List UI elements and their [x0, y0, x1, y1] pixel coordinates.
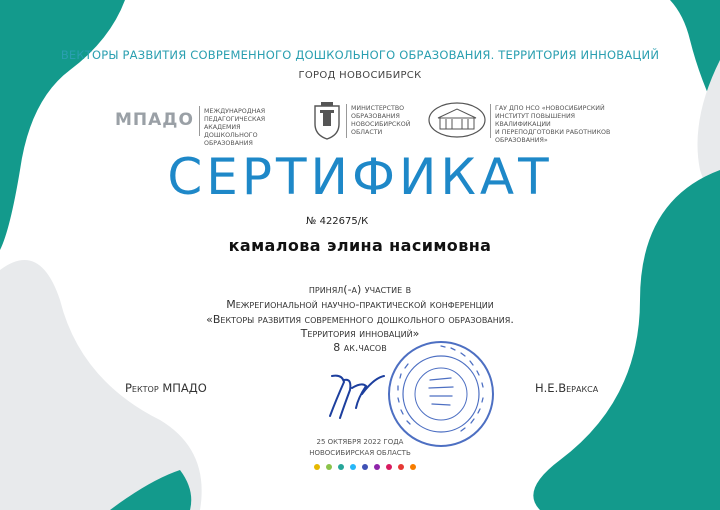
ministry-text-line: ОБЛАСТИ	[351, 129, 383, 136]
conference-title-line-2: Территория инноваций»	[300, 327, 420, 340]
color-dot	[362, 464, 368, 470]
color-dot	[374, 464, 380, 470]
institute-text-line: И ПЕРЕПОДГОТОВКИ РАБОТНИКОВ	[495, 129, 611, 136]
certificate-number: № 422675/К	[306, 216, 369, 227]
color-dot	[326, 464, 332, 470]
official-stamp	[385, 338, 497, 450]
institute-text-line: ИНСТИТУТ ПОВЫШЕНИЯ КВАЛИФИКАЦИИ	[495, 113, 576, 128]
mpado-logo	[115, 106, 300, 147]
handwritten-signature	[322, 368, 392, 428]
ministry-text-line: МИНИСТЕРСТВО	[351, 105, 405, 112]
institute-logo	[428, 102, 618, 142]
color-dot	[314, 464, 320, 470]
event-title: ВЕКТОРЫ РАЗВИТИЯ СОВРЕМЕННОГО ДОШКОЛЬНОГО ОБРАЗОВАНИЯ. ТЕРРИТОРИЯ ИННОВАЦИЙ	[60, 48, 660, 62]
ministry-logo	[312, 102, 422, 142]
color-dot	[398, 464, 404, 470]
color-dot	[338, 464, 344, 470]
mpado-logo-text	[204, 108, 300, 148]
coat-of-arms-icon	[312, 102, 342, 140]
issue-region: НОВОСИБИРСКАЯ ОБЛАСТЬ	[309, 449, 411, 457]
city-name: ГОРОД НОВОСИБИРСК	[298, 70, 422, 81]
mpado-text-line: ПЕДАГОГИЧЕСКАЯ АКАДЕМИЯ	[204, 116, 266, 131]
ministry-logo-text	[351, 105, 410, 137]
color-dot	[386, 464, 392, 470]
recipient-name: камалова элина насимовна	[228, 236, 492, 255]
mpado-text-line: МЕЖДУНАРОДНАЯ	[204, 108, 266, 115]
institute-text-line: ГАУ ДПО НСО «НОВОСИБИРСКИЙ	[495, 105, 605, 112]
institute-building-icon	[428, 102, 486, 138]
mpado-text-line: ДОШКОЛЬНОГО ОБРАЗОВАНИЯ	[204, 132, 258, 147]
mpado-logo-mark: МПАДО	[115, 110, 194, 130]
institute-text-line: ОБРАЗОВАНИЯ»	[495, 137, 548, 144]
color-dot	[350, 464, 356, 470]
institute-logo-text	[495, 105, 618, 145]
issue-date: 25 ОКТЯБРЯ 2022 ГОДА	[316, 438, 404, 446]
ministry-text-line: НОВОСИБИРСКОЙ	[351, 121, 411, 128]
decorative-dots	[314, 464, 416, 470]
conference-title-line-1: «Векторы развития современного дошкольного образования.	[206, 313, 514, 326]
conference-type-line: Межрегиональной научно-практической конференции	[226, 298, 494, 311]
participation-line: принял(-а) участие в	[308, 283, 412, 296]
rector-name: Н.Е.Веракса	[535, 381, 599, 395]
hours-line: 8 ак.часов	[333, 341, 387, 354]
rector-label: Ректор МПАДО	[125, 381, 207, 395]
ministry-text-line: ОБРАЗОВАНИЯ	[351, 113, 400, 120]
color-dot	[410, 464, 416, 470]
certificate-title: СЕРТИФИКАТ	[167, 148, 553, 206]
